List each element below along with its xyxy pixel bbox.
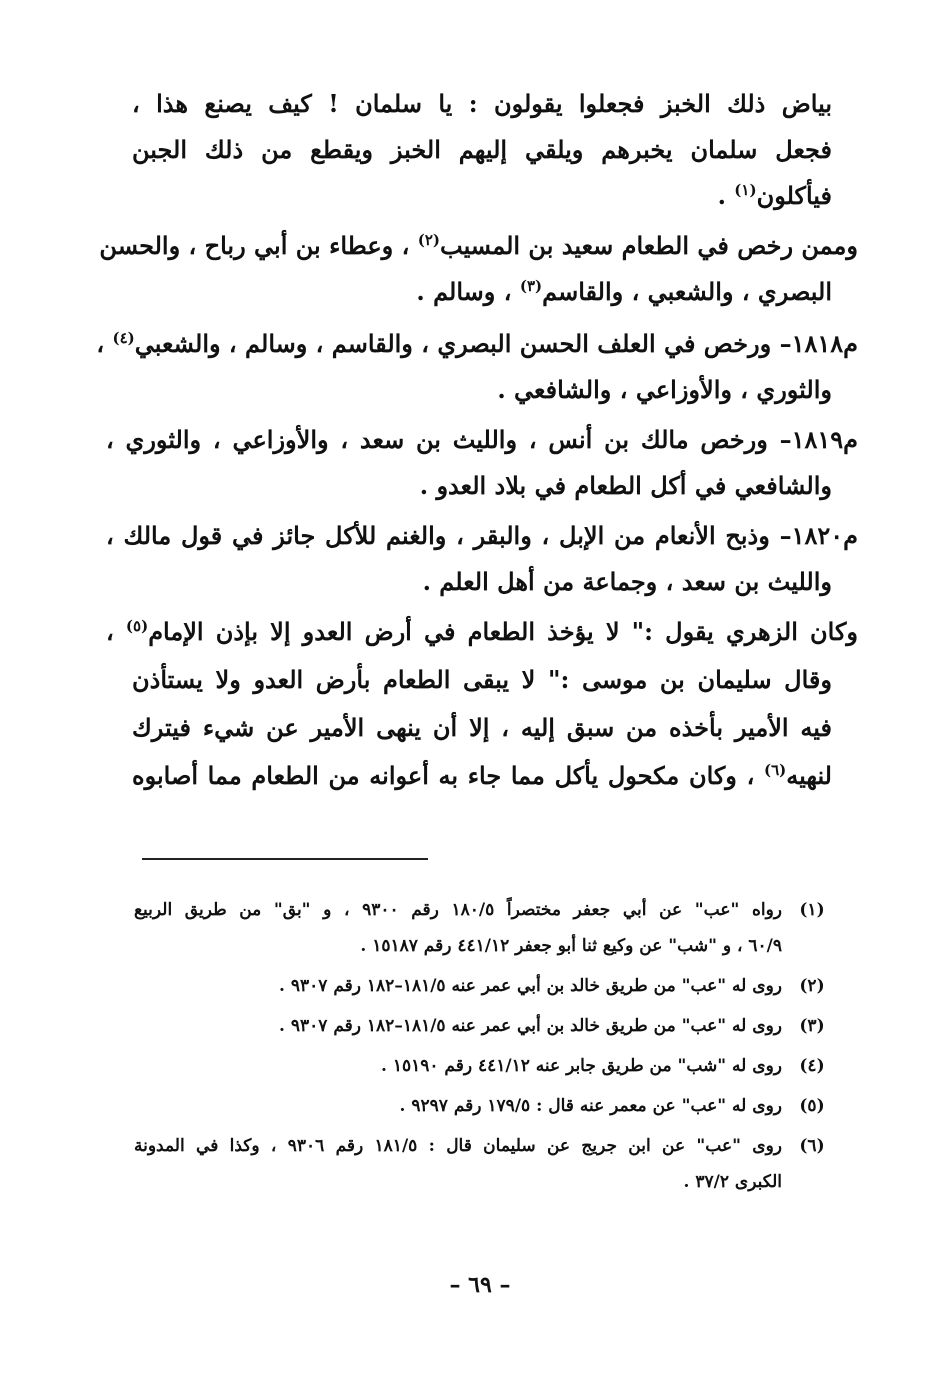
line-text: لنهيه xyxy=(786,761,832,790)
line-text: فجعل سلمان يخبرهم ويلقي إليهم الخبز ويقطع من ذلك الجبن xyxy=(132,135,832,164)
line-text: والثوري ، والأوزاعي ، والشافعي . xyxy=(497,375,832,404)
text-line-2 xyxy=(132,128,832,172)
line-text: فيأكلون xyxy=(756,181,832,210)
line-tail: ، xyxy=(106,617,126,646)
footnote-6-line-2: الكبرى ٣٧/٢ . xyxy=(683,1172,782,1192)
footnote-ref-4[interactable]: (٤) xyxy=(112,329,135,347)
line-text: م١٨١٨– ورخص في العلف الحسن البصري ، والقاسم ، وسالم ، والشعبي xyxy=(134,329,858,358)
line-text: وقال سليمان بن موسى :" لا يبقى الطعام بأرض العدو ولا يستأذن xyxy=(132,665,832,694)
line-text: م١٨٢٠– وذبح الأنعام من الإبل ، والبقر ، والغنم للأكل جائز في قول مالك ، xyxy=(106,521,858,550)
line-text: م١٨١٩– ورخص مالك بن أنس ، والليث بن سعد ، والأوزاعي ، والثوري ، xyxy=(106,425,858,454)
line-text: فيه الأمير بأخذه من سبق إليه ، إلا أن ينهى الأمير عن شيء فيترك xyxy=(132,713,832,742)
text-line-4 xyxy=(99,224,858,268)
text-line-14 xyxy=(132,706,832,750)
footnote-6-line-1: روى "عب" عن ابن جريج عن سليمان قال : ١٨١/٥ رقم ٩٣٠٦ ، وكذا في المدونة xyxy=(134,1136,782,1156)
text-line-13 xyxy=(132,658,832,702)
line-tail: ، وعطاء بن أبي رباح ، والحسن xyxy=(99,231,418,260)
footnote-1-line-1: رواه "عب" عن أبي جعفر مختصراً ١٨٠/٥ رقم ٩٣٠٠ ، و "بق" من طريق الربيع xyxy=(134,900,783,920)
text-line-11 xyxy=(132,560,832,604)
footnote-5-line-1: روى له "عب" عن معمر عنه قال : ١٧٩/٥ رقم ٩٢٩٧ . xyxy=(399,1096,782,1116)
text-line-5 xyxy=(132,270,832,314)
footnote-mark-4: (٤) xyxy=(799,1056,825,1076)
line-tail: ، وكان مكحول يأكل مما جاء به أعوانه من الطعام مما أصابوه xyxy=(132,761,764,790)
footnote-4-line-1: روى له "شب" من طريق جابر عنه ٤٤١/١٢ رقم ١٥١٩٠ . xyxy=(380,1056,782,1076)
footnote-ref-2[interactable]: (٢) xyxy=(417,231,440,249)
text-line-9 xyxy=(132,464,832,508)
footnote-ref-1[interactable]: (١) xyxy=(734,181,757,199)
line-tail: ، xyxy=(96,329,113,358)
footnote-mark-6: (٦) xyxy=(799,1136,825,1156)
text-line-8 xyxy=(106,418,858,462)
footnote-1-line-2: ٦٠/٩ ، و "شب" عن وكيع ثنا أبو جعفر ٤٤١/١٢ رقم ١٥١٨٧ . xyxy=(360,936,782,956)
footnote-ref-3[interactable]: (٣) xyxy=(519,277,543,295)
footnote-separator xyxy=(142,858,428,860)
line-text: والشافعي في أكل الطعام في بلاد العدو . xyxy=(419,471,832,500)
footnote-mark-3: (٣) xyxy=(799,1016,825,1036)
line-text: البصري ، والشعبي ، والقاسم xyxy=(542,277,832,306)
line-text: وكان الزهري يقول :" لا يؤخذ الطعام في أرض العدو إلا بإذن الإمام xyxy=(148,617,858,646)
text-line-12 xyxy=(106,610,858,654)
footnote-mark-1: (١) xyxy=(799,900,825,920)
line-tail: ، وسالم . xyxy=(416,277,520,306)
text-line-7 xyxy=(132,368,832,412)
footnote-ref-6[interactable]: (٦) xyxy=(763,761,787,779)
line-text: وممن رخص في الطعام سعيد بن المسيب xyxy=(440,231,858,260)
page-number: – ٦٩ – xyxy=(449,1272,511,1298)
footnote-mark-2: (٢) xyxy=(799,976,825,996)
text-line-1 xyxy=(132,82,832,126)
footnote-ref-5[interactable]: (٥) xyxy=(125,617,149,635)
text-line-6 xyxy=(96,322,858,366)
text-line-15 xyxy=(132,754,832,798)
footnote-3-line-1: روى له "عب" من طريق خالد بن أبي عمر عنه ١٨١/٥–١٨٢ رقم ٩٣٠٧ . xyxy=(279,1016,782,1036)
text-line-3 xyxy=(132,174,832,218)
footnote-2-line-1: روى له "عب" من طريق خالد بن أبي عمر عنه ١٨١/٥–١٨٢ رقم ٩٣٠٧ . xyxy=(279,976,782,996)
line-text: بياض ذلك الخبز فجعلوا يقولون : يا سلمان ! كيف يصنع هذا ، xyxy=(132,89,832,118)
line-tail: . xyxy=(717,181,735,210)
footnote-mark-5: (٥) xyxy=(799,1096,825,1116)
text-line-10 xyxy=(106,514,858,558)
line-text: والليث بن سعد ، وجماعة من أهل العلم . xyxy=(422,567,832,596)
